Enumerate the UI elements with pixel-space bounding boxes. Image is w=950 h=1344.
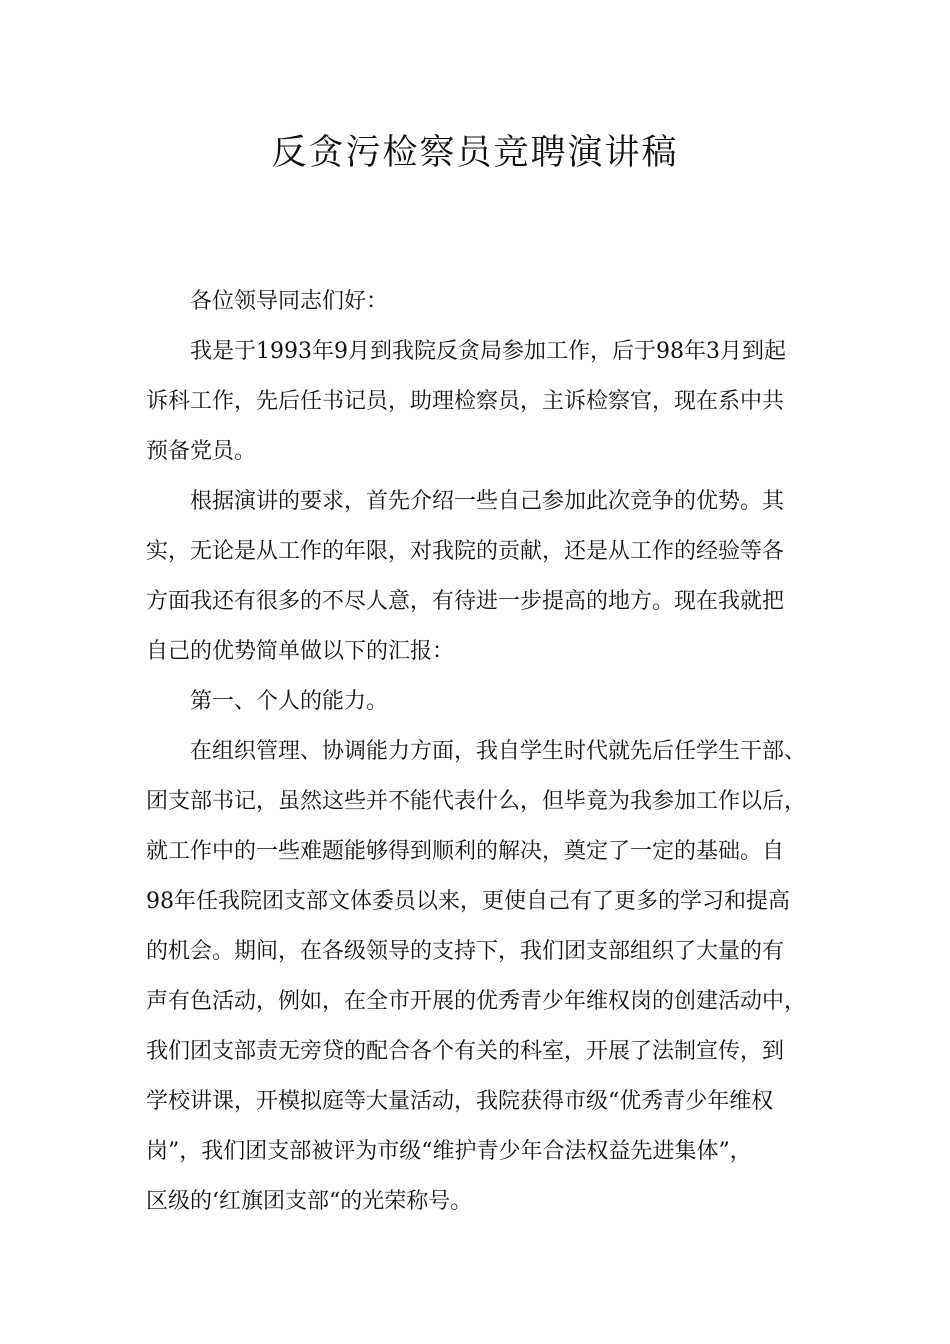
paragraph-line: 诉科工作，先后任书记员，助理检察员，主诉检察官，现在系中共 bbox=[146, 389, 785, 414]
paragraph-line: 方面我还有很多的不尽人意，有待进一步提高的地方。现在我就把 bbox=[146, 589, 785, 614]
paragraph-line: 98年任我院团支部文体委员以来，更使自己有了更多的学习和提高 bbox=[146, 889, 790, 914]
paragraph-line: 自己的优势简单做以下的汇报： bbox=[146, 639, 455, 664]
paragraph-line: 预备党员。 bbox=[146, 439, 257, 464]
document-title: 反贪污检察员竞聘演讲稿 bbox=[271, 133, 679, 173]
paragraph-line: 根据演讲的要求，首先介绍一些自己参加此次竞争的优势。其 bbox=[190, 489, 785, 514]
paragraph-line: 实，无论是从工作的年限，对我院的贡献，还是从工作的经验等各 bbox=[146, 539, 785, 564]
paragraph-line: 区级的‘红旗团支部“的光荣称号。 bbox=[146, 1189, 473, 1214]
paragraph-line: 岗”，我们团支部被评为市级“维护青少年合法权益先进集体”， bbox=[146, 1139, 752, 1164]
greeting-line: 各位领导同志们好： bbox=[190, 289, 389, 314]
paragraph-line: 就工作中的一些难题能够得到顺利的解决，奠定了一定的基础。自 bbox=[146, 839, 785, 864]
paragraph-line: 我是于1993年9月到我院反贪局参加工作，后于98年3月到起 bbox=[190, 339, 786, 364]
paragraph-line: 我们团支部责无旁贷的配合各个有关的科室，开展了法制宣传，到 bbox=[146, 1039, 785, 1064]
paragraph-line: 团支部书记，虽然这些并不能代表什么，但毕竟为我参加工作以后， bbox=[146, 789, 807, 814]
paragraph-line: 声有色活动，例如，在全市开展的优秀青少年维权岗的创建活动中， bbox=[146, 989, 807, 1014]
document-body bbox=[146, 277, 810, 1227]
section-heading-line: 第一、个人的能力。 bbox=[190, 689, 389, 714]
paragraph-line: 在组织管理、协调能力方面，我自学生时代就先后任学生干部、 bbox=[190, 739, 807, 764]
paragraph-line: 学校讲课，开模拟庭等大量活动，我院获得市级“优秀青少年维权 bbox=[146, 1089, 774, 1114]
paragraph-line: 的机会。期间，在各级领导的支持下，我们团支部组织了大量的有 bbox=[146, 939, 785, 964]
